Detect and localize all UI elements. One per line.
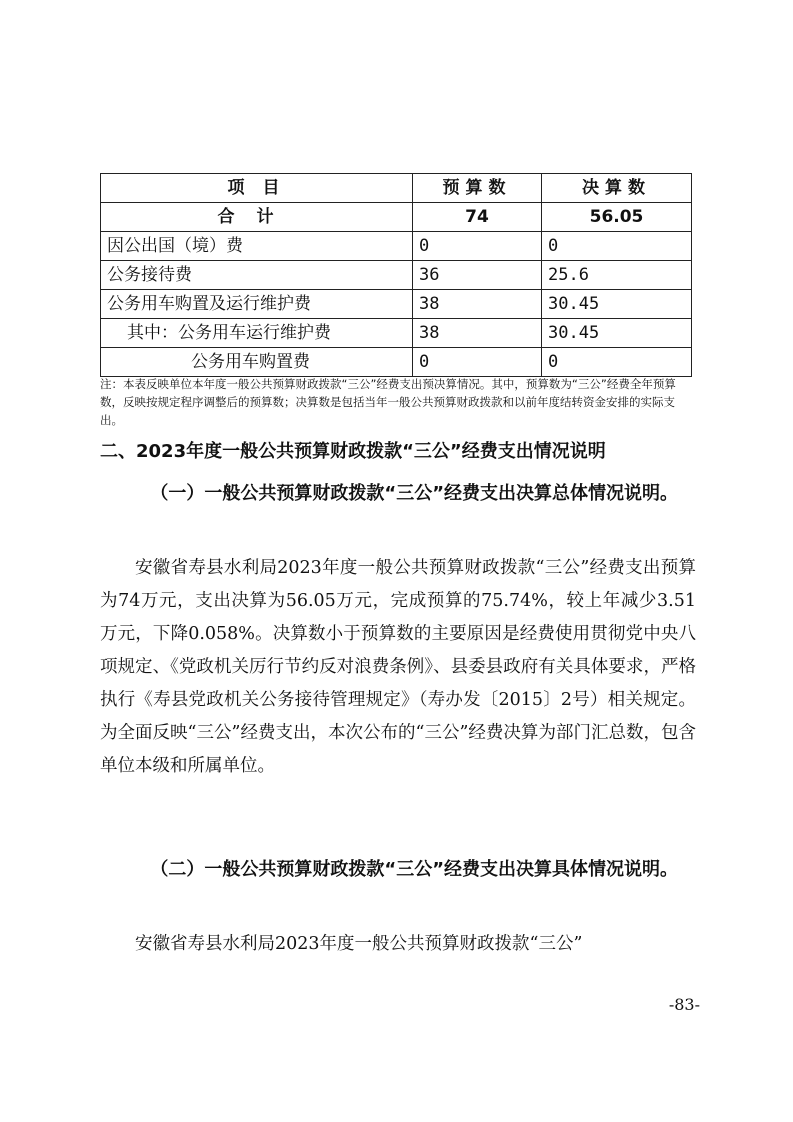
page-number: -83- — [668, 995, 700, 1014]
subsection-paragraph-2: 安徽省寿县水利局2023年度一般公共预算财政拨款“三公” — [135, 934, 583, 954]
row-label: 公务接待费 — [101, 261, 413, 290]
table-total-row — [101, 203, 692, 232]
table-row — [101, 319, 692, 348]
subsection-heading-2: （二）一般公共预算财政拨款“三公”经费支出决算具体情况说明。 — [150, 859, 679, 880]
total-final: 56.05 — [542, 203, 692, 232]
total-label: 合计 — [101, 203, 413, 232]
table-header-row — [101, 174, 692, 203]
row-budget: 0 — [413, 232, 542, 261]
row-label: 公务用车购置费 — [101, 348, 413, 377]
header-final: 决算数 — [542, 174, 692, 203]
row-budget: 38 — [413, 290, 542, 319]
table-note: 注：本表反映单位本年度一般公共预算财政拨款“三公”经费支出预决算情况。其中，预算数为“三公”经费全年预算数，反映按规定程序调整后的预算数；决算数是包括当年一般公共预算财政拨款和以前年度结转资金安排的实际支出。 — [100, 377, 676, 427]
three-public-expenses-table — [100, 173, 692, 377]
header-item: 项 目 — [101, 174, 413, 203]
row-budget: 38 — [413, 319, 542, 348]
row-label: 其中：公务用车运行维护费 — [101, 319, 413, 348]
total-budget: 74 — [413, 203, 542, 232]
subsection-heading-1: （一）一般公共预算财政拨款“三公”经费支出决算总体情况说明。 — [150, 483, 679, 504]
row-budget: 36 — [413, 261, 542, 290]
row-label: 公务用车购置及运行维护费 — [101, 290, 413, 319]
row-label: 因公出国（境）费 — [101, 232, 413, 261]
row-final: 0 — [542, 232, 692, 261]
table-row — [101, 232, 692, 261]
table-row — [101, 261, 692, 290]
subsection-paragraph-1: 安徽省寿县水利局2023年度一般公共预算财政拨款“三公”经费支出预算为74万元，支出决算为56.05万元，完成预算的75.74%，较上年减少3.51万元，下降0.058%。决算数小于预算数的主要原因是经费使用贯彻党中央八项规定、《党政机关厉行节约反对浪费条例》、县委县政府有关具体要求，严格执行《寿县党政机关公务接待管理规定》（寿办发〔2015〕2号）相关规定。为全面反映“三公”经费支出，本次公布的“三公”经费决算为部门汇总数，包含单位本级和所属单位。 — [100, 558, 696, 776]
row-final: 30.45 — [542, 290, 692, 319]
row-final: 0 — [542, 348, 692, 377]
row-budget: 0 — [413, 348, 542, 377]
table-row — [101, 348, 692, 377]
section-heading: 二、2023年度一般公共预算财政拨款“三公”经费支出情况说明 — [100, 441, 606, 462]
table-row — [101, 290, 692, 319]
header-budget: 预算数 — [413, 174, 542, 203]
row-final: 30.45 — [542, 319, 692, 348]
row-final: 25.6 — [542, 261, 692, 290]
